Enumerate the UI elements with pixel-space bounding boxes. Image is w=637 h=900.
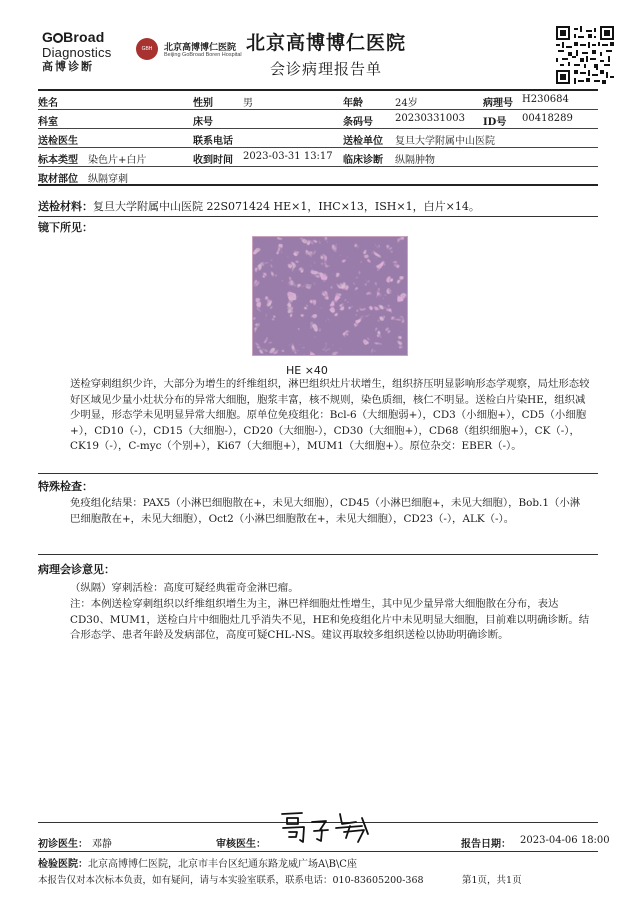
- special-text: 免疫组化结果：PAX5（小淋巴细胞散在+，未见大细胞），CD45（小淋巴细胞+，未见大细胞），Bob.1（小淋巴细胞散在+，未见大细胞），Oct2（小淋巴细胞散在+，未见大细胞），CD23（-），ALK（-）。: [70, 497, 581, 525]
- info-row: 送检医生 联系电话 送检单位 复旦大学附属中山医院: [38, 129, 598, 148]
- disclaimer-row: [38, 872, 598, 886]
- referring-unit: 复旦大学附属中山医院: [395, 136, 495, 147]
- hospital-row: 检验医院：北京高博博仁医院，北京市丰台区纪通东路龙威广场A\B\C座: [38, 859, 357, 870]
- clinical-diagnosis: 纵隔肿物: [395, 155, 435, 166]
- footer-divider-bottom: [38, 851, 598, 852]
- qr-code-icon: [556, 26, 614, 84]
- special-divider: [38, 554, 598, 555]
- gobroad-logo: G Broad Diagnostics 高博诊断: [42, 29, 112, 73]
- material-value: 复旦大学附属中山医院 22S071424 HE×1，IHC×13，ISH×1，白片×14。: [93, 200, 480, 213]
- patient-sex: 男: [243, 98, 253, 109]
- microscopy-divider: [38, 473, 598, 474]
- patient-age: 24岁: [395, 98, 418, 109]
- special-label: 特殊检查：: [38, 480, 93, 493]
- material-divider: [38, 216, 598, 217]
- report-title: 北京高博博仁医院: [246, 32, 407, 54]
- reviewer-signature: [278, 808, 374, 846]
- report-date: 2023-04-06 18:00: [520, 835, 610, 846]
- info-row: 姓名 性别 男 年龄 24岁 病理号 H230684: [38, 91, 598, 110]
- patient-info-table: [38, 91, 598, 186]
- barcode-number: 20230331003: [395, 113, 465, 124]
- material-section: 送检材料：复旦大学附属中山医院 22S071424 HE×1，IHC×13，ISH×1，白片×14。: [38, 200, 480, 213]
- hospital-address: 北京高博博仁医院，北京市丰台区纪通东路龙威广场A\B\C座: [88, 859, 357, 870]
- hospital-seal-icon: GBH: [136, 38, 158, 60]
- pathology-number: H230684: [522, 94, 569, 105]
- report-page: G Broad Diagnostics 高博诊断 GBH 北京高博博仁医院 Beijing GoBroad Boren Hospital 北京高博博仁医院 会诊病理报告单 姓名 性别 男 年龄 24岁 病理号 H230684 科室 床号 条码号 20230331003 ID号 00418289 送检医生 联系电话 送检单位 复旦大学附属中山医院 标本类型 染色片+白片 收到时间 2023-03-31 13:17 临床诊断 纵隔肿物 取材部位 纵隔穿刺 送检材料：复旦大学附属中山医院 22S071424 HE×1，IHC×13，ISH×1，白片×14。 镜下所见： HE ×40 送检穿刺组织少许，大部分为增生的纤维组织，淋巴组织灶片状增生，组织挤压明显影响形态学观察，局灶形态较好区域见少量小灶状分布的异常大细胞，胞浆丰富，核不规则，染色质细，核仁不明显。送检白片染HE，组织减少明显，形态学未见明显异常大细胞。原单位免疫组化：Bcl-6（大细胞弱+），CD3（小细胞+），CD5（小细胞+），CD10（-），CD15（大细胞-），CD20（大细胞-），CD30（大细胞+），CD68（组织细胞+），CK（-），CK19（-），C-myc（个别+），Ki67（大细胞+），MUM1（大细胞+）。原位杂交：EBER（-）。 特殊检查： 免疫组化结果：PAX5（小淋巴细胞散在+，未见大细胞），CD45（小淋巴细胞+，未见大细胞），Bob.1（小淋巴细胞散在+，未见大细胞），Oct2（小淋巴细胞散在+，未见大细胞），CD23（-），ALK（-）。 病理会诊意见： （纵隔）穿刺活检：高度可疑经典霍奇金淋巴瘤。 注：本例送检穿刺组织以纤维组织增生为主，淋巴样细胞灶性增生，其中见少量异常大细胞散在分布，表达CD30、MUM1，送检白片中细胞灶几乎消失不见，HE和免疫组化片中未见明显大细胞，目前难以明确诊断。结合形态学、患者年龄及发病部位，高度可疑CHL-NS。建议再取较多组织送检以协助明确诊断。 初诊医生： 邓静 审核医生： 报告日期： 2023-04-06 18:00 检验医院：北京高博博仁医院，北京市丰台区纪通东路龙威广场A\B\C座 本报告仅对本次标本负责，如有疑问，请与本实验室联系，联系电话：010-83605200-368 第1页，共1页: [0, 0, 637, 900]
- info-row: 取材部位 纵隔穿刺: [38, 167, 598, 186]
- microscopy-label: 镜下所见：: [38, 221, 93, 234]
- disclaimer: 本报告仅对本次标本负责，如有疑问，请与本实验室联系，联系电话：010-83605200-368: [38, 875, 424, 886]
- info-row: 标本类型 染色片+白片 收到时间 2023-03-31 13:17 临床诊断 纵隔肿物: [38, 148, 598, 167]
- specimen-type: 染色片+白片: [88, 155, 147, 166]
- initial-doctor: 邓静: [92, 839, 112, 850]
- microscopy-text: 送检穿刺组织少许，大部分为增生的纤维组织，淋巴组织灶片状增生，组织挤压明显影响形态学观察，局灶形态较好区域见少量小灶状分布的异常大细胞，胞浆丰富，核不规则，染色质细，核仁不明显。送检白片染HE，组织减少明显，形态学未见明显异常大细胞。原单位免疫组化：Bcl-6（大细胞弱+），CD3（小细胞+），CD5（小细胞+），CD10（-），CD15（大细胞-），CD20（大细胞-），CD30（大细胞+），CD68（组织细胞+），CK（-），CK19（-），C-myc（个别+），Ki67（大细胞+），MUM1（大细胞+）。原位杂交：EBER（-）。: [70, 378, 590, 452]
- opinion-note: 注：本例送检穿刺组织以纤维组织增生为主，淋巴样细胞灶性增生，其中见少量异常大细胞散在分布，表达CD30、MUM1，送检白片中细胞灶几乎消失不见，HE和免疫组化片中未见明显大细胞，目前难以明确诊断。结合形态学、患者年龄及发病部位，高度可疑CHL-NS。建议再取较多组织送检以协助明确诊断。: [70, 598, 590, 641]
- sampling-site: 纵隔穿刺: [88, 174, 128, 185]
- received-time: 2023-03-31 13:17: [243, 151, 333, 162]
- opinion-label: 病理会诊意见：: [38, 563, 115, 576]
- info-row: 科室 床号 条码号 20230331003 ID号 00418289: [38, 110, 598, 129]
- he-micrograph: [252, 236, 408, 356]
- logo-ring-icon: [53, 33, 63, 43]
- patient-id: 00418289: [522, 113, 573, 124]
- report-subtitle: 会诊病理报告单: [270, 60, 383, 78]
- opinion-conclusion: （纵隔）穿刺活检：高度可疑经典霍奇金淋巴瘤。: [70, 582, 299, 594]
- page-number: 第1页，共1页: [462, 875, 522, 886]
- micrograph-caption: HE ×40: [286, 364, 328, 377]
